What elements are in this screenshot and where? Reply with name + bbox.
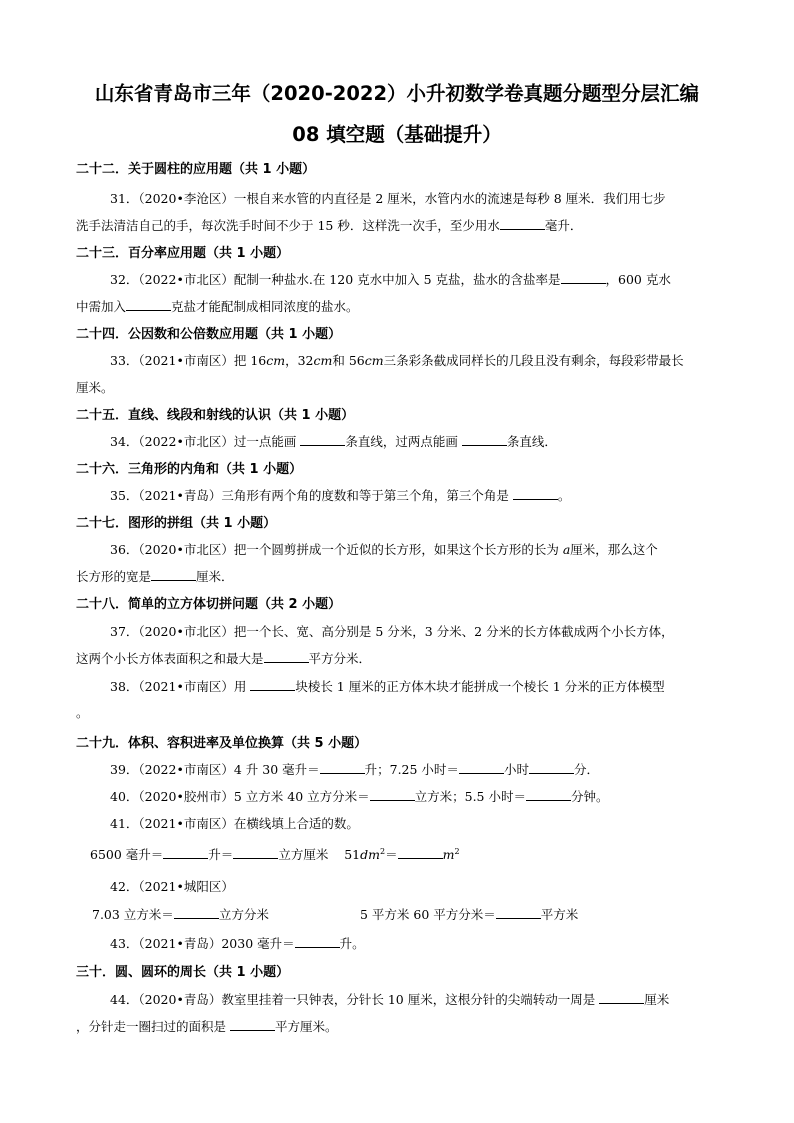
unit-cm: cm [364, 353, 384, 368]
answer-blank[interactable] [526, 787, 571, 801]
question-35-text: 35．（2021•青岛）三角形有两个角的度数和等于第三个角，第三个角是 [110, 488, 509, 503]
answer-blank[interactable] [496, 905, 541, 919]
question-32-text: 32．（2022•市北区）配制一种盐水.在 120 克水中加入 5 克盐，盐水的含盐率是 [110, 272, 561, 287]
question-37-text: 这两个小长方体表面积之和最大是 [76, 651, 264, 666]
question-43-text: 43．（2021•青岛）2030 毫升＝ [110, 936, 295, 951]
question-41-text-2: 升＝ [208, 847, 234, 862]
question-37-text-2: 平方分米． [308, 651, 372, 666]
question-31-line-1: 31．（2020•李沧区）一根自来水管的内直径是 2 厘米，水管内水的流速是每秒 8 厘米．我们用七步 [110, 191, 666, 206]
section-heading-28: 二十八．简单的立方体切拼问题（共 2 小题） [76, 597, 342, 612]
answer-blank[interactable] [398, 845, 443, 859]
question-41-text-4: 51 [344, 847, 361, 862]
answer-blank[interactable] [561, 270, 606, 284]
answer-blank[interactable] [462, 432, 507, 446]
question-38-line-2: 。 [76, 705, 89, 720]
question-41-text-3: 立方厘米 [278, 847, 329, 862]
question-36-line-1 [110, 540, 658, 558]
question-41-line-1: 41．（2021•市南区）在横线填上合适的数。 [110, 816, 359, 831]
question-36-text-4: 厘米． [196, 569, 234, 584]
question-37-line-2 [76, 649, 371, 667]
answer-blank[interactable] [233, 845, 278, 859]
question-40-text: 40．（2020•胶州市）5 立方米 40 立方分米＝ [110, 789, 370, 804]
question-31-unit: 毫升． [544, 218, 583, 233]
answer-blank[interactable] [295, 934, 340, 948]
question-44-text: 44．（2020•青岛）教室里挂着一只钟表，分针长 10 厘米，这根分针的尖端转动一周是 [110, 992, 596, 1007]
question-36-text-2: 厘米，那么这个 [570, 542, 658, 557]
section-heading-24: 二十四．公因数和公倍数应用题（共 1 小题） [76, 327, 342, 342]
question-41-line-2 [90, 845, 460, 863]
page-subtitle: 08 填空题（基础提升） [292, 123, 502, 146]
question-41-text: 6500 毫升＝ [90, 847, 164, 862]
question-31-text: 洗手法清洁自己的手，每次洗手时间不少于 15 秒．这样洗一次手，至少用水 [76, 218, 500, 233]
question-34-text-2: 条直线，过两点能画 [345, 434, 458, 449]
question-42-line-1: 42．（2021•城阳区） [110, 879, 234, 894]
question-32-text-3: 中需加入 [76, 299, 127, 314]
question-43-text-2: 升。 [339, 936, 365, 951]
question-44-text-2: 厘米 [644, 992, 670, 1007]
question-33-text-4: 三条彩条截成同样长的几段且没有剩余，每段彩带最长 [383, 353, 684, 368]
answer-blank[interactable] [163, 845, 208, 859]
section-heading-25: 二十五．直线、线段和射线的认识（共 1 小题） [76, 408, 355, 423]
question-35-line [110, 486, 570, 504]
answer-blank[interactable] [174, 905, 219, 919]
question-38-line-1 [110, 677, 665, 695]
unit-cm: cm [266, 353, 286, 368]
question-35-text-2: 。 [557, 488, 571, 503]
question-33-text-3: 和 56 [332, 353, 365, 368]
section-heading-29: 二十九．体积、容积进率及单位换算（共 5 小题） [76, 736, 368, 751]
question-40-text-2: 立方米；5.5 小时＝ [414, 789, 526, 804]
section-heading-27: 二十七．图形的拼组（共 1 小题） [76, 516, 277, 531]
question-40-line [110, 787, 609, 805]
question-34-line [110, 432, 557, 450]
question-44-line-1 [110, 990, 669, 1008]
question-32-line-2 [76, 297, 359, 315]
answer-blank[interactable] [250, 677, 295, 691]
question-42-line-3 [360, 905, 578, 923]
question-31-line-2 [76, 216, 582, 234]
section-heading-22: 二十二．关于圆柱的应用题（共 1 小题） [76, 162, 316, 177]
question-39-line [110, 760, 599, 778]
page-title: 山东省青岛市三年（2020-2022）小升初数学卷真题分题型分层汇编 [94, 82, 700, 105]
question-40-text-3: 分钟。 [570, 789, 609, 804]
unit-cm: cm [313, 353, 333, 368]
question-38-text: 38．（2021•市南区）用 [110, 679, 247, 694]
question-42-text: 7.03 立方米＝ [92, 907, 174, 922]
question-33-text-2: ，32 [285, 353, 314, 368]
question-36-text-3: 长方形的宽是 [76, 569, 152, 584]
question-32-line-1 [110, 270, 671, 288]
question-32-text-2: ，600 克水 [605, 272, 671, 287]
question-44-line-2 [76, 1017, 338, 1035]
question-32-text-4: 克盐才能配制成相同浓度的盐水。 [171, 299, 359, 314]
question-39-text-4: 分． [573, 762, 599, 777]
question-33-text: 33．（2021•市南区）把 16 [110, 353, 267, 368]
answer-blank[interactable] [513, 486, 558, 500]
question-33-line-1 [110, 351, 684, 369]
question-41-equals: ＝ [385, 847, 398, 862]
answer-blank[interactable] [264, 649, 309, 663]
question-42-text-4: 平方米 [540, 907, 579, 922]
question-33-line-2: 厘米。 [76, 380, 114, 395]
question-44-text-4: 平方厘米。 [275, 1019, 338, 1034]
section-heading-26: 二十六．三角形的内角和（共 1 小题） [76, 462, 303, 477]
section-heading-23: 二十三．百分率应用题（共 1 小题） [76, 246, 290, 261]
question-38-text-2: 块棱长 1 厘米的正方体木块才能拼成一个棱长 1 分米的正方体模型 [295, 679, 665, 694]
answer-blank[interactable] [529, 760, 574, 774]
question-44-text-3: ，分针走一圈扫过的面积是 [76, 1019, 227, 1034]
question-34-text: 34．（2022•市北区）过一点能画 [110, 434, 297, 449]
answer-blank[interactable] [230, 1017, 275, 1031]
question-36-text: 36．（2020•市北区）把一个圆剪拼成一个近似的长方形，如果这个长方形的长为 [110, 542, 559, 557]
exponent: 2 [454, 846, 460, 856]
unit-dm: dm [360, 847, 380, 862]
answer-blank[interactable] [370, 787, 415, 801]
answer-blank[interactable] [459, 760, 504, 774]
question-39-text-2: 升；7.25 小时＝ [364, 762, 459, 777]
answer-blank[interactable] [151, 567, 196, 581]
question-34-text-3: 条直线． [506, 434, 557, 449]
answer-blank[interactable] [300, 432, 345, 446]
answer-blank[interactable] [599, 990, 644, 1004]
section-heading-30: 三十．圆、圆环的周长（共 1 小题） [76, 965, 290, 980]
unit-m: m [442, 847, 455, 862]
question-36-line-2 [76, 567, 234, 585]
question-37-line-1: 37．（2020•市北区）把一个长、宽、高分别是 5 分米，3 分米、2 分米的长方体截成两个小长方体， [110, 624, 674, 639]
question-39-text: 39．（2022•市南区）4 升 30 毫升＝ [110, 762, 320, 777]
question-43-line [110, 934, 365, 952]
exponent: 2 [380, 846, 386, 856]
question-42-line-2 [92, 905, 269, 923]
question-42-text-3: 5 平方米 60 平方分米＝ [360, 907, 496, 922]
question-39-text-3: 小时 [503, 762, 529, 777]
variable-a: a [562, 542, 571, 557]
question-42-text-2: 立方分米 [218, 907, 269, 922]
answer-blank[interactable] [320, 760, 365, 774]
answer-blank[interactable] [500, 216, 545, 230]
answer-blank[interactable] [126, 297, 171, 311]
